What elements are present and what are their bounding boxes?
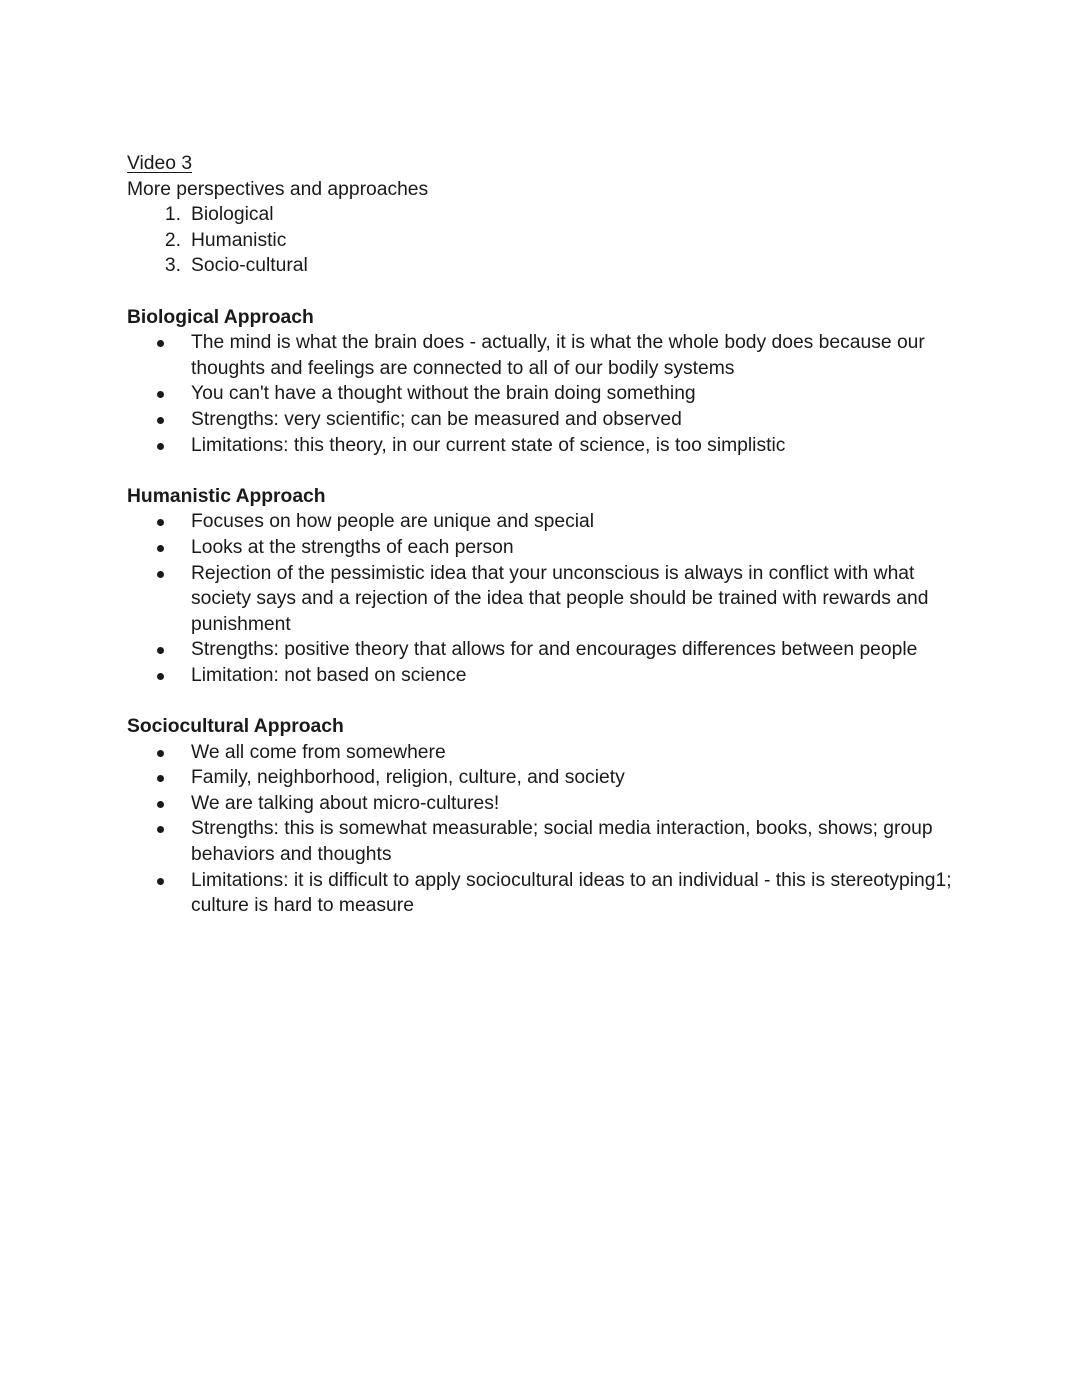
bullet-list: [127, 740, 957, 919]
bullet-text: Strengths: positive theory that allows for and encourages differences between people: [191, 639, 918, 661]
bullet-item: [127, 740, 957, 766]
bullet-item: [127, 561, 957, 638]
bullet-text: Focuses on how people are unique and special: [191, 511, 595, 533]
list-item: [127, 202, 957, 228]
bullet-dot-icon: [157, 443, 164, 450]
bullet-text: We all come from somewhere: [191, 741, 446, 763]
list-item: [127, 253, 957, 279]
bullet-item: [127, 816, 957, 867]
list-item-label: Biological: [191, 204, 274, 226]
list-number: 3.: [164, 255, 181, 277]
list-number: 1.: [164, 204, 181, 226]
bullet-item: [127, 637, 957, 663]
list-item-label: Humanistic: [191, 229, 287, 251]
bullet-dot-icon: [157, 545, 164, 552]
bullet-text: The mind is what the brain does - actually, it is what the whole body does because our thoughts and feelings are connected to all of our bodily systems: [191, 332, 925, 379]
section-heading: Biological Approach: [127, 306, 314, 328]
bullet-item: [127, 663, 957, 689]
list-number: 2.: [164, 229, 181, 251]
bullet-list: [127, 509, 957, 688]
bullet-item: [127, 791, 957, 817]
bullet-dot-icon: [157, 673, 164, 680]
bullet-item: [127, 509, 957, 535]
bullet-item: [127, 535, 957, 561]
document-page: [127, 151, 957, 919]
bullet-dot-icon: [157, 801, 164, 808]
section-sociocultural: [127, 714, 957, 919]
list-item: [127, 228, 957, 254]
video-title: Video 3: [127, 153, 193, 174]
bullet-text: Rejection of the pessimistic idea that your unconscious is always in conflict with what society says and a rejection of the idea that people should be trained with rewards and punishment: [191, 562, 929, 635]
bullet-dot-icon: [157, 340, 164, 347]
section-heading: Humanistic Approach: [127, 485, 326, 507]
bullet-dot-icon: [157, 878, 164, 885]
bullet-item: [127, 433, 957, 459]
bullet-text: Looks at the strengths of each person: [191, 536, 514, 558]
bullet-text: Strengths: this is somewhat measurable; social media interaction, books, shows; group behaviors and thoughts: [191, 818, 933, 866]
bullet-dot-icon: [157, 571, 164, 578]
bullet-dot-icon: [157, 826, 164, 833]
approaches-list: [127, 202, 957, 279]
bullet-dot-icon: [157, 750, 164, 757]
bullet-list: [127, 330, 957, 458]
bullet-dot-icon: [157, 775, 164, 782]
bullet-item: [127, 868, 957, 919]
bullet-dot-icon: [157, 647, 164, 654]
bullet-item: [127, 330, 957, 381]
bullet-dot-icon: [157, 519, 164, 526]
bullet-dot-icon: [157, 391, 164, 398]
document-subtitle: More perspectives and approaches: [127, 178, 429, 200]
section-biological: [127, 305, 957, 459]
bullet-text: Limitation: not based on science: [191, 664, 467, 686]
bullet-item: [127, 765, 957, 791]
bullet-text: Limitations: it is difficult to apply sociocultural ideas to an individual - this is stereotyping1; culture is hard to measure: [191, 869, 952, 917]
section-heading: Sociocultural Approach: [127, 716, 344, 738]
list-item-label: Socio-cultural: [191, 255, 308, 277]
bullet-text: You can't have a thought without the brain doing something: [191, 383, 696, 405]
section-humanistic: [127, 484, 957, 689]
bullet-text: Strengths: very scientific; can be measured and observed: [191, 408, 682, 430]
bullet-item: [127, 381, 957, 407]
bullet-text: We are talking about micro-cultures!: [191, 792, 500, 814]
bullet-text: Family, neighborhood, religion, culture, and society: [191, 767, 625, 789]
bullet-item: [127, 407, 957, 433]
bullet-dot-icon: [157, 417, 164, 424]
bullet-text: Limitations: this theory, in our current state of science, is too simplistic: [191, 434, 786, 456]
